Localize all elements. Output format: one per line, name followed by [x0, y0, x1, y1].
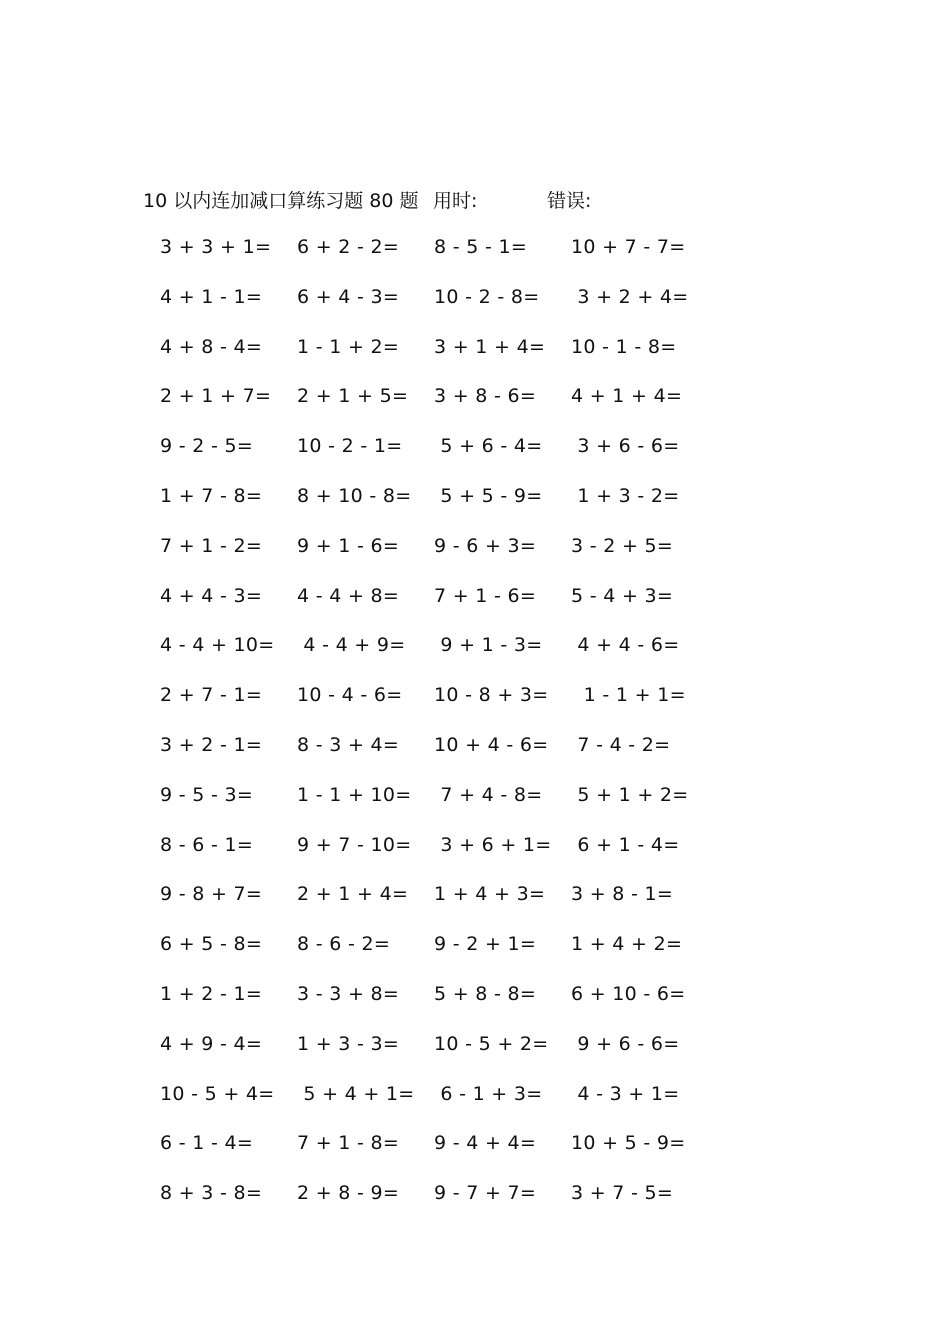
problem-item: 4 - 4 + 9=: [297, 634, 406, 657]
problem-item: 4 + 8 - 4=: [160, 335, 263, 358]
problem-item: 2 + 1 + 5=: [297, 385, 409, 408]
problem-item: 10 - 2 - 1=: [297, 435, 403, 458]
problem-row: [0, 883, 950, 933]
problem-item: 6 + 5 - 8=: [160, 933, 263, 956]
problem-item: 3 + 6 + 1=: [434, 833, 552, 856]
problem-item: 10 + 5 - 9=: [571, 1132, 686, 1155]
problem-item: 10 - 1 - 8=: [571, 335, 677, 358]
problem-item: 8 + 10 - 8=: [297, 484, 412, 507]
problem-item: 1 + 3 - 3=: [297, 1032, 400, 1055]
problem-item: 1 + 7 - 8=: [160, 484, 263, 507]
problem-item: 6 + 10 - 6=: [571, 982, 686, 1005]
problem-item: 3 - 2 + 5=: [571, 534, 674, 557]
problem-item: 4 - 4 + 10=: [160, 634, 275, 657]
problem-item: 8 + 3 - 8=: [160, 1182, 263, 1205]
problem-row: [0, 385, 950, 435]
problem-item: 5 + 1 + 2=: [571, 783, 689, 806]
problem-item: 10 - 2 - 8=: [434, 285, 540, 308]
problem-row: [0, 684, 950, 734]
problem-item: 9 + 7 - 10=: [297, 833, 412, 856]
problem-row: [0, 1132, 950, 1182]
problem-item: 6 + 1 - 4=: [571, 833, 680, 856]
problem-item: 5 - 4 + 3=: [571, 584, 674, 607]
problem-row: [0, 485, 950, 535]
problem-item: 5 + 8 - 8=: [434, 982, 537, 1005]
problem-item: 1 + 4 + 2=: [571, 933, 683, 956]
time-label: 用时:: [433, 190, 478, 212]
problem-item: 2 + 1 + 7=: [160, 385, 272, 408]
problem-row: [0, 236, 950, 286]
problem-item: 7 - 4 - 2=: [571, 733, 671, 756]
problem-item: 9 + 6 - 6=: [571, 1032, 680, 1055]
problem-item: 6 - 1 + 3=: [434, 1082, 543, 1105]
problem-grid: [0, 236, 950, 1232]
problem-item: 5 + 6 - 4=: [434, 435, 543, 458]
problem-row: [0, 435, 950, 485]
problem-item: 3 + 2 + 4=: [571, 285, 689, 308]
problem-item: 5 + 5 - 9=: [434, 484, 543, 507]
problem-item: 3 + 6 - 6=: [571, 435, 680, 458]
problem-item: 2 + 7 - 1=: [160, 684, 263, 707]
problem-item: 4 + 9 - 4=: [160, 1032, 263, 1055]
problem-item: 7 + 1 - 2=: [160, 534, 263, 557]
problem-item: 6 + 2 - 2=: [297, 236, 400, 258]
problem-item: 5 + 4 + 1=: [297, 1082, 415, 1105]
problem-item: 10 - 5 + 4=: [160, 1082, 275, 1105]
problem-item: 4 + 1 - 1=: [160, 285, 263, 308]
problem-item: 8 - 6 - 1=: [160, 833, 254, 856]
problem-item: 1 + 4 + 3=: [434, 883, 546, 906]
problem-item: 1 + 2 - 1=: [160, 982, 263, 1005]
problem-row: [0, 933, 950, 983]
problem-item: 4 - 3 + 1=: [571, 1082, 680, 1105]
problem-item: 4 + 4 - 6=: [571, 634, 680, 657]
problem-item: 2 + 1 + 4=: [297, 883, 409, 906]
problem-row: [0, 336, 950, 386]
problem-item: 4 - 4 + 8=: [297, 584, 400, 607]
problem-item: 2 + 8 - 9=: [297, 1182, 400, 1205]
worksheet-title: 10 以内连加减口算练习题 80 题: [143, 190, 419, 212]
problem-item: 10 - 8 + 3=: [434, 684, 549, 707]
problem-item: 10 + 7 - 7=: [571, 236, 686, 258]
problem-item: 9 + 1 - 6=: [297, 534, 400, 557]
problem-row: [0, 634, 950, 684]
problem-item: 1 - 1 + 1=: [571, 684, 686, 707]
problem-item: 10 - 5 + 2=: [434, 1032, 549, 1055]
problem-item: 9 - 2 + 1=: [434, 933, 537, 956]
problem-item: 9 - 4 + 4=: [434, 1132, 537, 1155]
problem-item: 3 - 3 + 8=: [297, 982, 400, 1005]
problem-item: 9 - 2 - 5=: [160, 435, 254, 458]
problem-item: 7 + 4 - 8=: [434, 783, 543, 806]
error-label: 错误:: [547, 190, 592, 212]
problem-item: 4 + 4 - 3=: [160, 584, 263, 607]
problem-item: 10 - 4 - 6=: [297, 684, 403, 707]
problem-item: 1 - 1 + 2=: [297, 335, 400, 358]
problem-item: 8 - 6 - 2=: [297, 933, 391, 956]
problem-item: 7 + 1 - 8=: [297, 1132, 400, 1155]
problem-item: 6 + 4 - 3=: [297, 285, 400, 308]
problem-item: 1 - 1 + 10=: [297, 783, 412, 806]
problem-item: 9 - 8 + 7=: [160, 883, 263, 906]
problem-item: 3 + 3 + 1=: [160, 236, 272, 258]
problem-item: 3 + 8 - 6=: [434, 385, 537, 408]
problem-row: [0, 1083, 950, 1133]
problem-item: 9 - 6 + 3=: [434, 534, 537, 557]
problem-row: [0, 983, 950, 1033]
problem-item: 9 + 1 - 3=: [434, 634, 543, 657]
problem-item: 3 + 1 + 4=: [434, 335, 546, 358]
problem-item: 9 - 7 + 7=: [434, 1182, 537, 1205]
problem-item: 4 + 1 + 4=: [571, 385, 683, 408]
problem-item: 1 + 3 - 2=: [571, 484, 680, 507]
problem-row: [0, 834, 950, 884]
problem-item: 3 + 2 - 1=: [160, 733, 263, 756]
problem-item: 3 + 8 - 1=: [571, 883, 674, 906]
problem-item: 7 + 1 - 6=: [434, 584, 537, 607]
problem-item: 8 - 3 + 4=: [297, 733, 400, 756]
problem-item: 3 + 7 - 5=: [571, 1182, 674, 1205]
problem-row: [0, 1182, 950, 1232]
problem-item: 9 - 5 - 3=: [160, 783, 254, 806]
problem-row: [0, 1033, 950, 1083]
problem-item: 6 - 1 - 4=: [160, 1132, 254, 1155]
problem-row: [0, 734, 950, 784]
problem-row: [0, 585, 950, 635]
worksheet-header: [0, 186, 950, 214]
problem-row: [0, 535, 950, 585]
problem-row: [0, 286, 950, 336]
problem-item: 8 - 5 - 1=: [434, 236, 528, 258]
problem-row: [0, 784, 950, 834]
problem-item: 10 + 4 - 6=: [434, 733, 549, 756]
